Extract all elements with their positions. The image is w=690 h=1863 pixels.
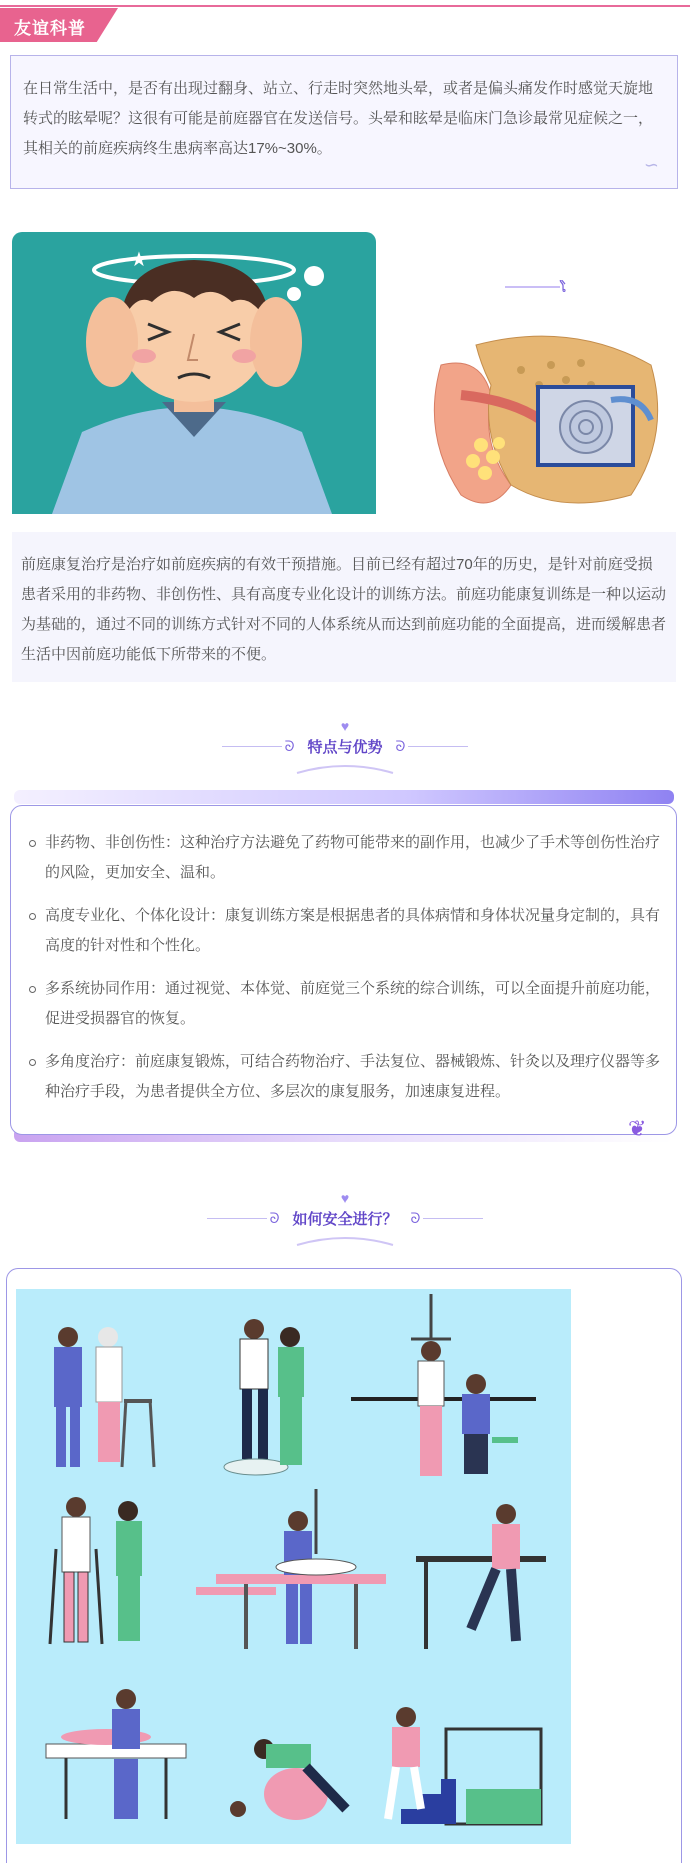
list-item: 非药物、非创伤性：这种治疗方法避免了药物可能带来的副作用，也减少了手术等创伤性治疗的风险，更加安全、温和。 xyxy=(45,828,662,888)
heading-line-left xyxy=(207,1218,267,1219)
exercise-ball-figure xyxy=(230,1739,346,1820)
rehab-training-illustration xyxy=(16,1289,571,1844)
heading-line-left xyxy=(222,746,282,747)
heading-line-right xyxy=(423,1218,483,1219)
heart-icon: ♥ xyxy=(340,1190,350,1206)
features-box xyxy=(10,805,677,1135)
dizzy-man-illustration xyxy=(12,232,376,514)
swirl-decoration xyxy=(505,280,585,299)
features-heading: 特点与优势 xyxy=(307,739,383,756)
stair-training-figure xyxy=(388,1707,541,1824)
heading-arc xyxy=(295,1235,395,1247)
treatment-table-figure xyxy=(196,1489,386,1649)
list-item: 高度专业化、个体化设计：康复训练方案是根据患者的具体病情和身体状况量身定制的，具有高度的针对性和个性化。 xyxy=(45,901,662,961)
swirl-icon: ᘐ xyxy=(269,1210,280,1226)
safety-heading-area xyxy=(0,1190,690,1252)
features-heading-area xyxy=(0,718,690,780)
heading-line-right xyxy=(408,746,468,747)
manual-therapy-figure xyxy=(46,1689,186,1819)
list-item: 多角度治疗：前庭康复锻炼，可结合药物治疗、手法复位、器械锻炼、针灸以及理疗仪器等多种治疗手段，为患者提供全方位、多层次的康复服务，加速康复进程。 xyxy=(45,1047,662,1107)
swirl-icon: ᘐ xyxy=(284,738,295,754)
inner-ear-illustration xyxy=(421,325,667,515)
butterfly-icon: ❦ xyxy=(628,1116,647,1141)
therapy-text: 前庭康复治疗是治疗如前庭疾病的有效干预措施。目前已经有超过70年的历史，是针对前庭受损患者采用的非药物、非创伤性、具有高度专业化设计的训练方法。前庭功能康复训练是一种以运动为基础的，通过不同的训练方式针对不同的人体系统从而达到前庭功能的全面提高，进而缓解患者生活中因前庭功能低下所带来的不便。 xyxy=(21,556,667,663)
safety-heading: 如何安全进行？ xyxy=(292,1211,398,1228)
intro-box xyxy=(10,55,678,189)
heading-arc xyxy=(295,763,395,775)
svg-text:★: ★ xyxy=(130,247,148,271)
exoskeleton-figure xyxy=(50,1497,142,1644)
parallel-bar-figure xyxy=(416,1504,546,1649)
svg-text:ໂ: ໂ xyxy=(560,280,567,294)
section-tag-label: 友谊科普 xyxy=(14,19,86,38)
features-box-shadow-top xyxy=(14,790,674,804)
list-item: 多系统协同作用：通过视觉、本体觉、前庭觉三个系统的综合训练，可以全面提升前庭功能，促进受损器官的恢复。 xyxy=(45,974,662,1034)
wave-icon: ∽ xyxy=(643,155,659,175)
balance-board-figure xyxy=(224,1319,304,1475)
therapy-paragraph-box xyxy=(12,532,676,682)
harness-training-figure xyxy=(351,1294,536,1476)
walker-training-figure xyxy=(54,1327,154,1467)
heart-icon: ♥ xyxy=(340,718,350,734)
swirl-icon: ᘐ xyxy=(395,738,406,754)
features-list xyxy=(11,806,676,1107)
swirl-icon: ᘐ xyxy=(410,1210,421,1226)
intro-text: 在日常生活中，是否有出现过翻身、站立、行走时突然地头晕，或者是偏头痛发作时感觉天旋地转式的眩晕呢？这很有可能是前庭器官在发送信号。头晕和眩晕是临床门急诊最常见症候之一，其相关的前庭疾病终生患病率高达17%~30%。 xyxy=(23,80,654,157)
header-divider xyxy=(0,5,690,7)
